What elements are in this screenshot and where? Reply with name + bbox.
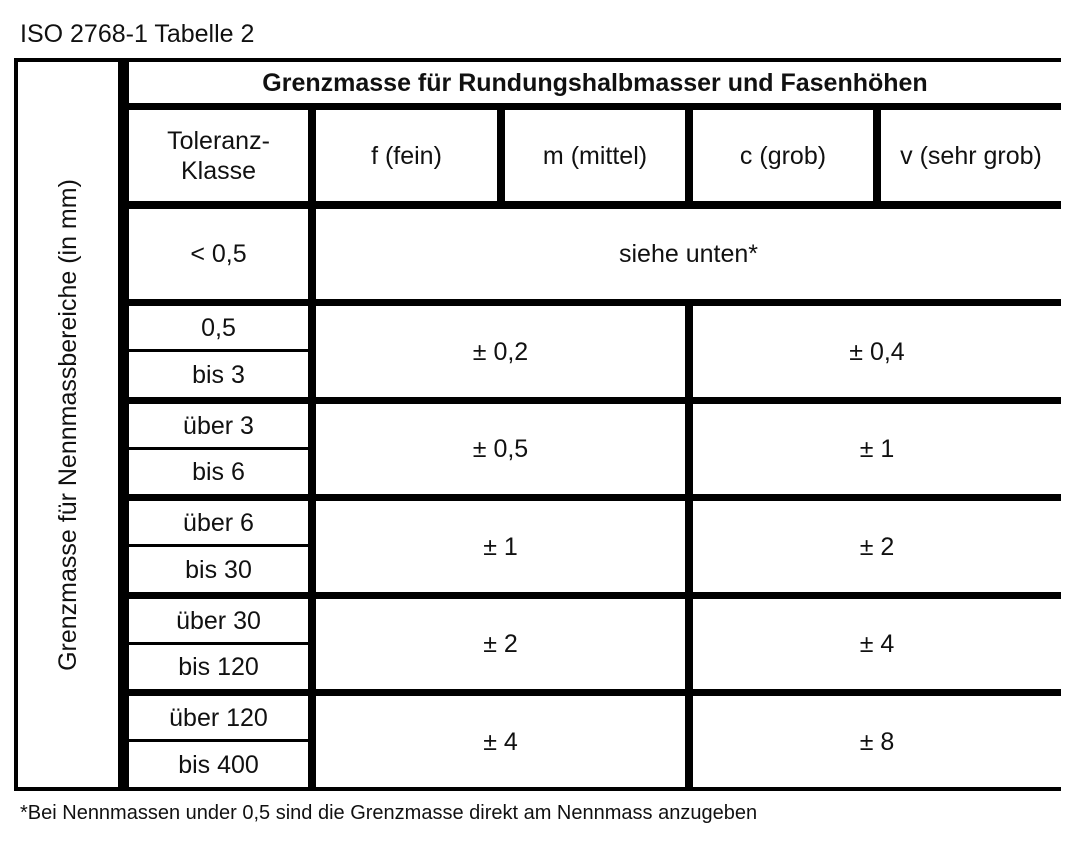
side-label-cell [18,62,118,787]
tolerance-table [14,58,1061,791]
value-fm: ± 0,2 [316,306,685,397]
value-fm: ± 1 [316,501,685,592]
side-label: Grenzmasse für Nennmassbereiche (in mm) [54,178,82,671]
value-cv: ± 4 [693,599,1061,689]
range-from: über 6 [129,501,308,544]
value-cv: ± 8 [693,696,1061,787]
value-fm: ± 2 [316,599,685,689]
table-header: Grenzmasse für Rundungshalbmasser und Fasenhöhen [129,62,1061,103]
range-from: 0,5 [129,306,308,349]
class-v: v (sehr grob) [881,110,1061,201]
value-fm: ± 0,5 [316,404,685,494]
range-to: bis 3 [129,352,308,397]
value-cv: ± 1 [693,404,1061,494]
range-from: über 30 [129,599,308,642]
class-label-line1: Toleranz- [167,126,270,155]
value-cv: ± 2 [693,501,1061,592]
class-c: c (grob) [693,110,873,201]
range-small-value: siehe unten* [316,209,1061,299]
range-small-label: < 0,5 [129,209,308,299]
range-to: bis 30 [129,547,308,592]
footnote: *Bei Nennmassen under 0,5 sind die Grenzmasse direkt am Nennmass anzugeben [20,802,758,824]
page-title: ISO 2768-1 Tabelle 2 [20,20,255,48]
range-from: über 120 [129,696,308,739]
class-label-line2: Klasse [180,156,257,185]
class-f: f (fein) [316,110,497,201]
range-to: bis 6 [129,450,308,494]
range-to: bis 120 [129,645,308,689]
value-cv: ± 0,4 [693,306,1061,397]
class-m: m (mittel) [505,110,685,201]
range-to: bis 400 [129,742,308,787]
class-label-cell [129,110,308,201]
value-fm: ± 4 [316,696,685,787]
range-from: über 3 [129,404,308,447]
